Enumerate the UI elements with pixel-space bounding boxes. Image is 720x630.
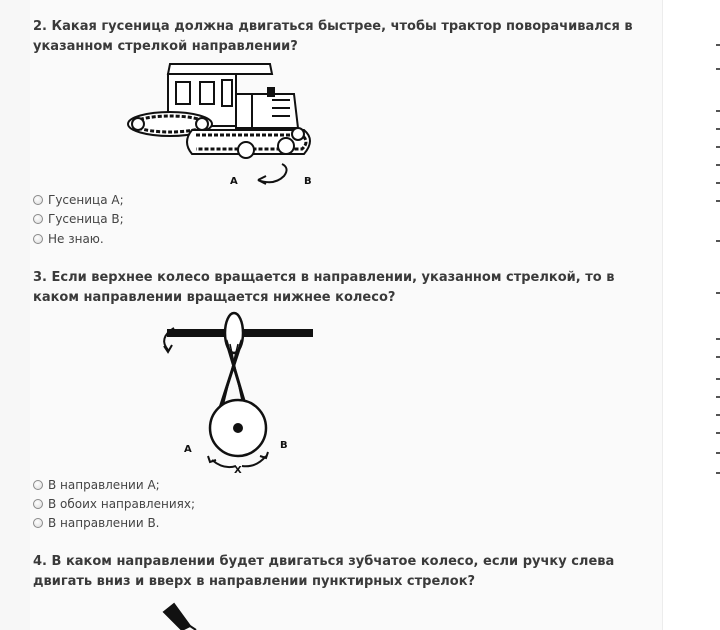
option-label: В направлении А;	[48, 478, 160, 492]
q2-option-b[interactable]	[33, 210, 124, 228]
radio-button[interactable]	[33, 195, 43, 205]
radio-button[interactable]	[33, 214, 43, 224]
radio-button[interactable]	[33, 499, 43, 509]
pulley-figure	[152, 310, 322, 475]
tractor-label-b: В	[304, 176, 312, 187]
option-label: Гусеница В;	[48, 212, 124, 226]
edge-fragment	[716, 146, 720, 148]
question-2-title: 2. Какая гусеница должна двигаться быстрее, чтобы трактор поворачивался в указанном стрелкой направлении?	[33, 19, 633, 54]
pulley-label-a: А	[184, 444, 192, 455]
edge-fragment	[716, 240, 720, 242]
pulley-label-x: Х	[234, 465, 242, 475]
q2-option-a[interactable]	[33, 191, 124, 209]
edge-fragment	[716, 68, 720, 70]
right-margin	[663, 0, 720, 630]
edge-fragment	[716, 472, 720, 474]
option-label: В направлении В.	[48, 516, 160, 530]
option-label: Гусеница А;	[48, 193, 124, 207]
tractor-label-a: А	[230, 176, 238, 187]
edge-fragment	[716, 432, 720, 434]
edge-fragment	[716, 128, 720, 130]
edge-fragment	[716, 356, 720, 358]
edge-fragment	[716, 396, 720, 398]
option-label: Не знаю.	[48, 232, 104, 246]
question-3-title: 3. Если верхнее колесо вращается в направлении, указанном стрелкой, то в каком направлении вращается нижнее колесо?	[33, 270, 615, 305]
edge-fragment	[716, 292, 720, 294]
edge-fragment	[716, 164, 720, 166]
left-margin	[0, 0, 31, 630]
q3-option-b[interactable]	[33, 514, 160, 532]
edge-fragment	[716, 414, 720, 416]
gear-figure	[160, 600, 220, 630]
edge-fragment	[716, 200, 720, 202]
question-4-title: 4. В каком направлении будет двигаться зубчатое колесо, если ручку слева двигать вниз и вверх в направлении пунктирных стрелок?	[33, 554, 615, 589]
edge-fragment	[716, 452, 720, 454]
pulley-label-b: В	[280, 440, 288, 451]
edge-fragment	[716, 338, 720, 340]
radio-button[interactable]	[33, 234, 43, 244]
radio-button[interactable]	[33, 480, 43, 490]
tractor-figure	[122, 58, 322, 190]
edge-fragment	[716, 182, 720, 184]
edge-fragment	[716, 44, 720, 46]
q2-option-dont-know[interactable]	[33, 230, 104, 248]
q3-option-both[interactable]	[33, 495, 195, 513]
q3-option-a[interactable]	[33, 476, 160, 494]
option-label: В обоих направлениях;	[48, 497, 195, 511]
edge-fragment	[716, 378, 720, 380]
edge-fragment	[716, 110, 720, 112]
radio-button[interactable]	[33, 518, 43, 528]
